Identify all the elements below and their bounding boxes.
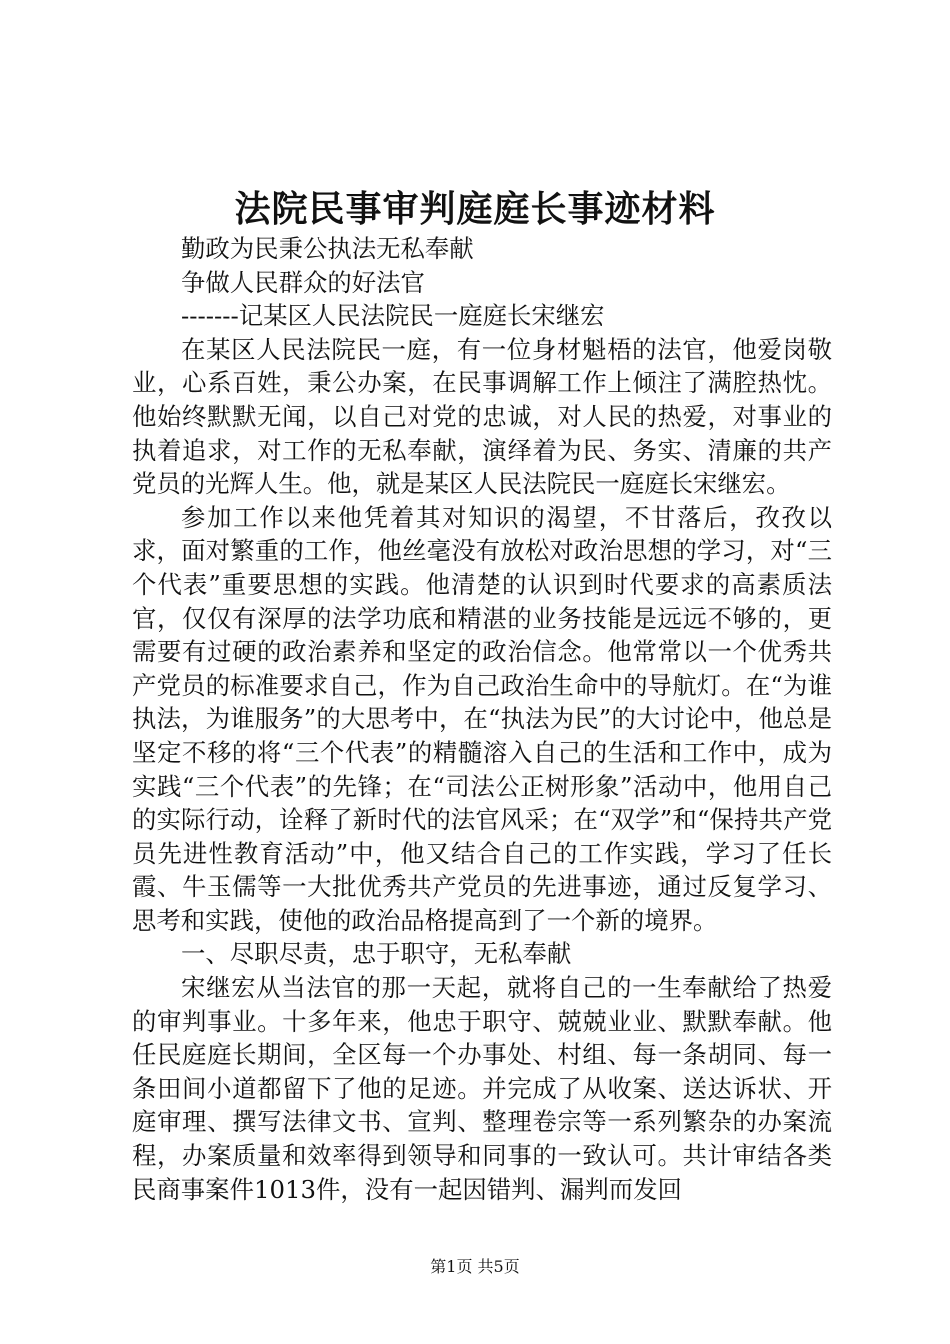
- subtitle-line-2: 争做人民群众的好法官: [181, 267, 425, 297]
- document-body: [132, 232, 832, 1206]
- page-footer: 第1页 共5页: [430, 1257, 520, 1276]
- document-title: 法院民事审判庭庭长事迹材料: [234, 188, 716, 230]
- byline: -------记某区人民法院民一庭庭长宋继宏: [181, 301, 605, 331]
- paragraph-political-study: 参加工作以来他凭着其对知识的渴望，不甘落后，孜孜以求，面对繁重的工作，他丝毫没有放松对政治思想的学习，对“三个代表”重要思想的实践。他清楚的认识到时代要求的高素质法官，仅仅有深厚的法学功底和精湛的业务技能是远远不够的，更需要有过硬的政治素养和坚定的政治信念。他常常以一个优秀共产党员的标准要求自己，作为自己政治生命中的导航灯。在“为谁执法，为谁服务”的大思考中，在“执法为民”的大讨论中，他总是坚定不移的将“三个代表”的精髓溶入自己的生活和工作中，成为实践“三个代表”的先锋；在“司法公正树形象”活动中，他用自己的实际行动，诠释了新时代的法官风采；在“双学”和“保持共产党员先进性教育活动”中，他又结合自己的工作实践，学习了任长霞、牛玉儒等一大批优秀共产党员的先进事迹，通过反复学习、思考和实践，使他的政治品格提高到了一个新的境界。: [132, 502, 832, 935]
- paragraph-dedication: 宋继宏从当法官的那一天起，就将自己的一生奉献给了热爱的审判事业。十多年来，他忠于职守、兢兢业业、默默奉献。他任民庭庭长期间，全区每一个办事处、村组、每一条胡同、每一条田间小道都留下了他的足迹。并完成了从收案、送达诉状、开庭审理、撰写法律文书、宣判、整理卷宗等一系列繁杂的办案流程，办案质量和效率得到领导和同事的一致认可。共计审结各类民商事案件1013件，没有一起因错判、漏判而发回: [132, 973, 832, 1204]
- section-heading-1: 一、尽职尽责，忠于职守，无私奉献: [181, 939, 572, 969]
- paragraph-intro: 在某区人民法院民一庭，有一位身材魁梧的法官，他爱岗敬业，心系百姓，秉公办案，在民事调解工作上倾注了满腔热忱。他始终默默无闻，以自己对党的忠诚，对人民的热爱，对事业的执着追求，对工作的无私奉献，演绎着为民、务实、清廉的共产党员的光辉人生。他，就是某区人民法院民一庭庭长宋继宏。: [132, 334, 832, 499]
- subtitle-line-1: 勤政为民秉公执法无私奉献: [181, 234, 474, 263]
